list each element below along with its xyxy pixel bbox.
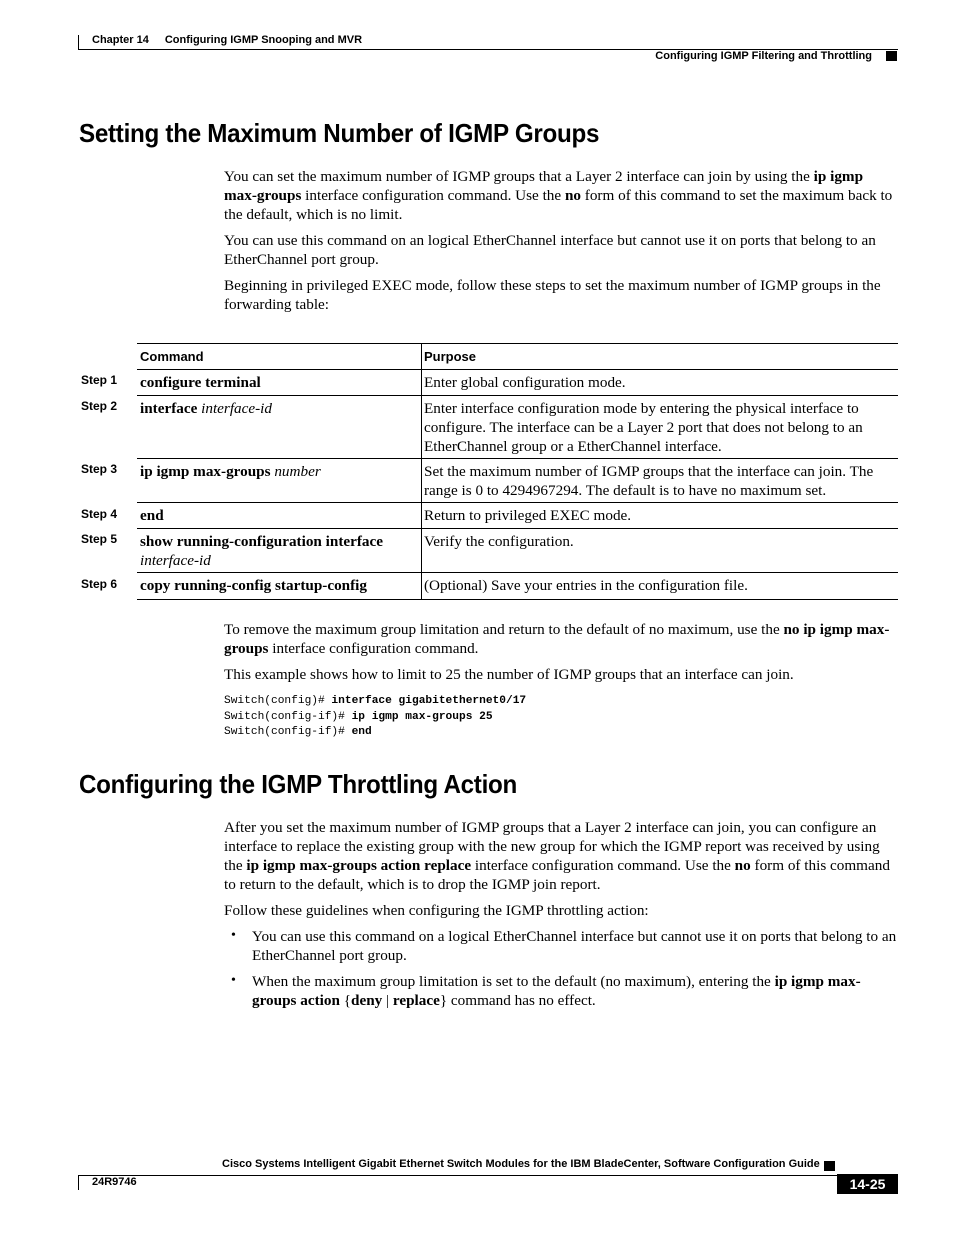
- column-header-purpose: Purpose: [424, 349, 477, 364]
- code-prompt: Switch(config-if)#: [224, 710, 352, 723]
- bullet-icon: •: [231, 928, 236, 943]
- command-cell: interface interface-id: [140, 400, 272, 417]
- header-rule-vertical: [78, 35, 79, 50]
- section2-paragraph-2: Follow these guidelines when configuring the IGMP throttling action:: [224, 902, 649, 919]
- command-cell: end: [140, 507, 164, 524]
- code-example: [224, 694, 526, 741]
- footer-doc-number: 24R9746: [92, 1176, 137, 1188]
- purpose-cell: Enter interface configuration mode by entering the physical interface to configure. The interface can be a Layer 2 port that does not belong to an EtherChannel group or a EtherChannel interface.: [424, 400, 863, 455]
- step-label: Step 3: [81, 462, 118, 476]
- running-header-chapter: [92, 34, 362, 46]
- section1-paragraph-2: You can use this command on an logical EtherChannel interface but cannot use it on ports that belong to an EtherChannel port group.: [224, 232, 876, 268]
- bullet-icon: •: [231, 973, 236, 988]
- table-row: [137, 529, 898, 573]
- code-prompt: Switch(config-if)#: [224, 726, 352, 738]
- command-cell: configure terminal: [140, 374, 261, 391]
- section-heading-max-groups: Setting the Maximum Number of IGMP Groups: [79, 118, 600, 148]
- purpose-cell: Verify the configuration.: [424, 533, 574, 550]
- step-label: Step 6: [81, 577, 118, 591]
- bullet-item: You can use this command on a logical EtherChannel interface but cannot use it on ports that belong to an EtherChannel port group.: [252, 928, 897, 964]
- chapter-title: Configuring IGMP Snooping and MVR: [164, 34, 363, 46]
- step-label: Step 5: [81, 532, 118, 546]
- code-command: end: [351, 726, 372, 738]
- footer-rule-vertical: [78, 1175, 79, 1190]
- step-label: Step 4: [81, 507, 118, 521]
- running-header-section: Configuring IGMP Filtering and Throttling: [655, 50, 872, 62]
- footer-marker: [824, 1161, 835, 1171]
- example-intro-paragraph: This example shows how to limit to 25 the number of IGMP groups that an interface can join.: [224, 666, 794, 683]
- table-row: [137, 573, 898, 600]
- purpose-cell: (Optional) Save your entries in the configuration file.: [424, 577, 748, 594]
- footer-book-title: Cisco Systems Intelligent Gigabit Ethernet Switch Modules for the IBM BladeCenter, Software Configuration Guide: [222, 1158, 820, 1170]
- bullet-item: When the maximum group limitation is set to the default (no maximum), entering the ip igmp max-groups action {deny | replace} command has no effect.: [252, 973, 861, 1009]
- command-cell: show running-configuration interface interface-id: [140, 533, 383, 569]
- footer-rule: [78, 1175, 838, 1176]
- table-row: [137, 459, 898, 503]
- page-number: 14-25: [837, 1174, 898, 1194]
- table-row: [137, 503, 898, 529]
- purpose-cell: Return to privileged EXEC mode.: [424, 507, 632, 524]
- code-command: interface gigabitethernet0/17: [331, 695, 527, 707]
- table-header-row: [137, 344, 898, 370]
- table-row: [137, 396, 898, 459]
- section2-paragraph-1: After you set the maximum number of IGMP groups that a Layer 2 interface can join, you can configure an interface to replace the existing group with the new group for which the IGMP report was received by using the ip igmp max-groups action replace interface configuration command. Use the no form of this command to return to the default, which is to drop the IGMP join report.: [224, 819, 890, 893]
- remove-limit-paragraph: To remove the maximum group limitation and return to the default of no maximum, use the no ip igmp max-groups interface configuration command.: [224, 621, 890, 657]
- step-label: Step 1: [81, 373, 118, 387]
- header-marker: [886, 51, 897, 61]
- purpose-cell: Set the maximum number of IGMP groups that the interface can join. The range is 0 to 4294967294. The default is to have no maximum set.: [424, 463, 874, 499]
- step-label: Step 2: [81, 399, 118, 413]
- section-heading-throttling: Configuring the IGMP Throttling Action: [79, 769, 518, 799]
- command-cell: copy running-config startup-config: [140, 577, 367, 594]
- section1-paragraph-3: Beginning in privileged EXEC mode, follow these steps to set the maximum number of IGMP groups in the forwarding table:: [224, 277, 881, 313]
- column-header-command: Command: [140, 349, 204, 364]
- purpose-cell: Enter global configuration mode.: [424, 374, 626, 391]
- section1-paragraph-1: You can set the maximum number of IGMP groups that a Layer 2 interface can join by using the ip igmp max-groups interface configuration command. Use the no form of this command to set the maximum back to the default, which is no limit.: [224, 168, 893, 223]
- code-command: ip igmp max-groups 25: [351, 710, 493, 723]
- command-cell: ip igmp max-groups number: [140, 463, 321, 480]
- chapter-label: Chapter 14: [92, 34, 149, 46]
- code-prompt: Switch(config)#: [224, 695, 332, 707]
- table-row: [137, 370, 898, 396]
